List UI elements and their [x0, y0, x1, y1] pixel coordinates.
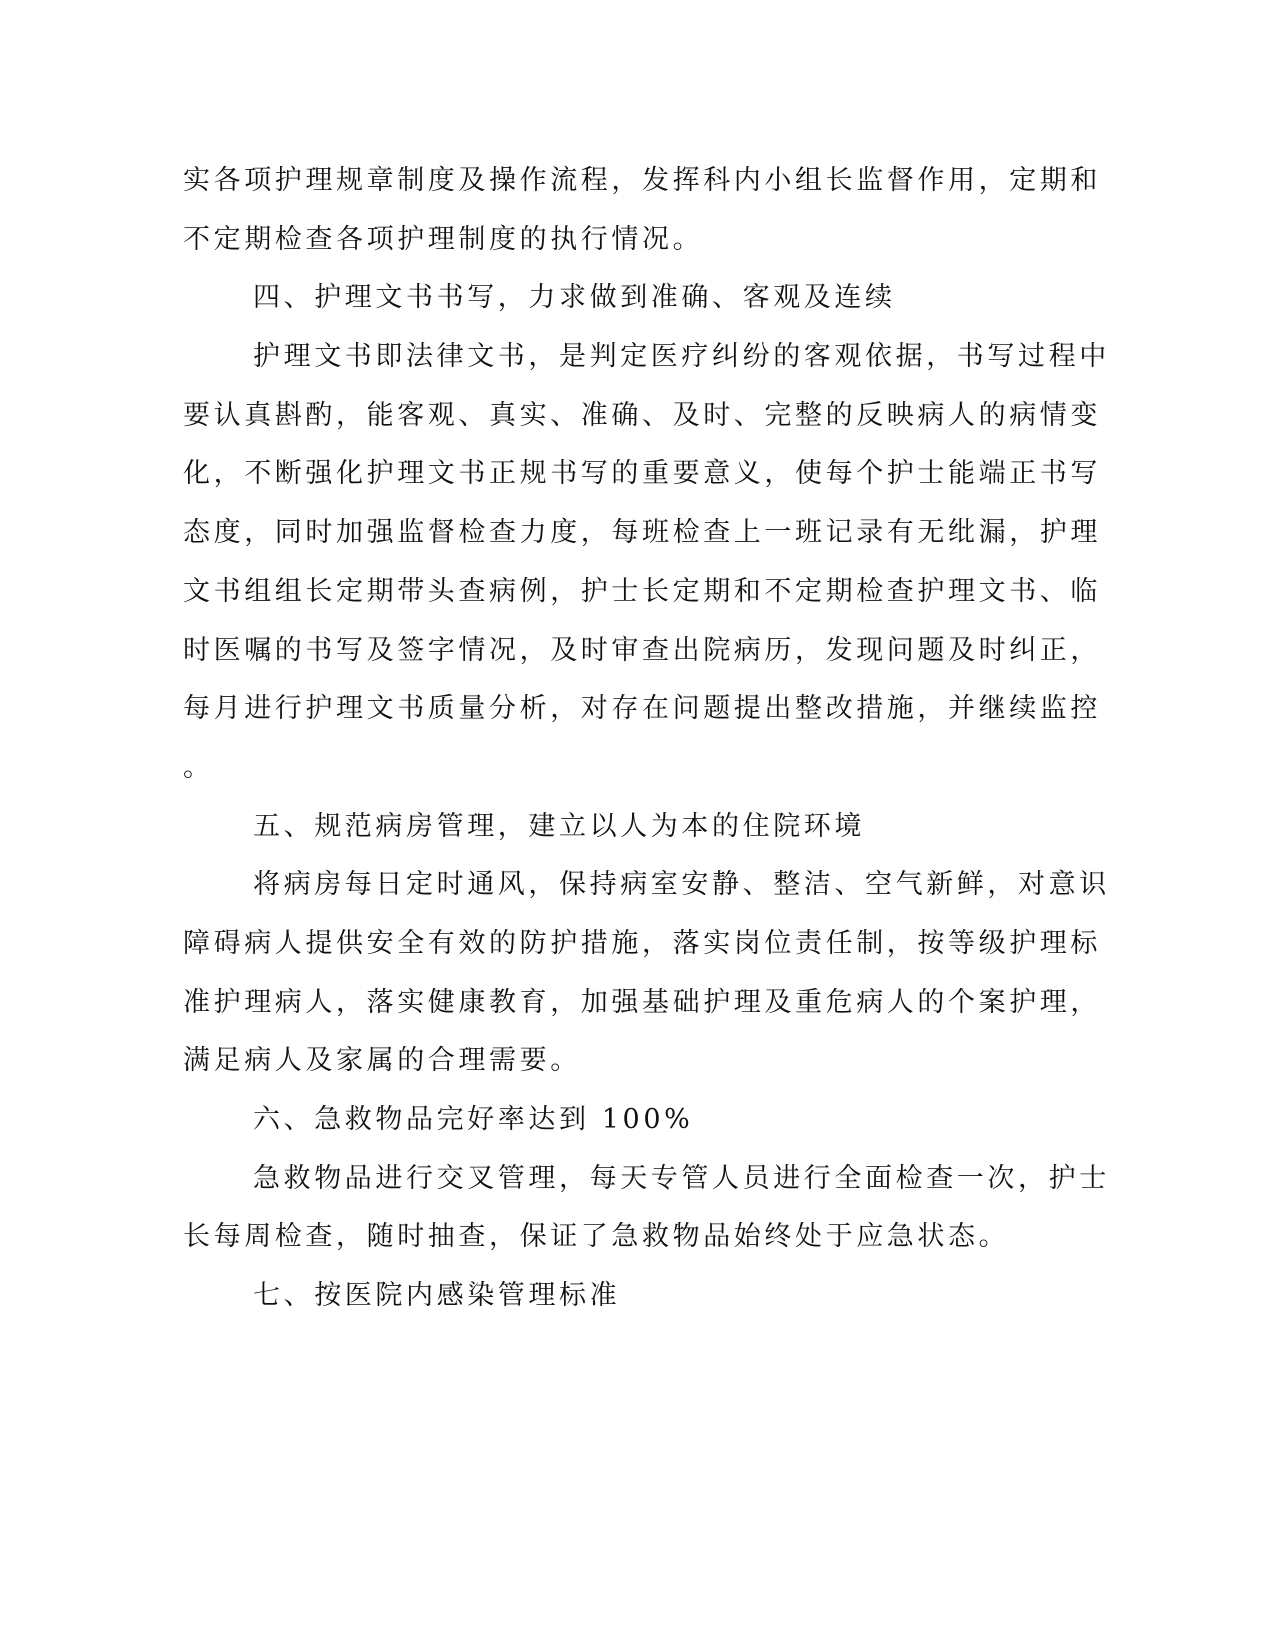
- paragraph-line-indented: 急救物品进行交叉管理，每天专管人员进行全面检查一次，护士: [253, 1162, 1110, 1194]
- document-body: [183, 152, 1110, 1326]
- paragraph-line: 。: [183, 751, 214, 783]
- paragraph-line: 障碍病人提供安全有效的防护措施，落实岗位责任制，按等级护理标: [183, 927, 1101, 959]
- paragraph-line: 长每周检查，随时抽查，保证了急救物品始终处于应急状态。: [183, 1221, 1010, 1253]
- paragraph-line: 态度，同时加强监督检查力度，每班检查上一班记录有无纰漏，护理: [183, 517, 1101, 549]
- paragraph-line: 文书组组长定期带头查病例，护士长定期和不定期检查护理文书、临: [183, 575, 1101, 607]
- paragraph-line: 每月进行护理文书质量分析，对存在问题提出整改措施，并继续监控: [183, 693, 1101, 725]
- paragraph-line-indented: 六、急救物品完好率达到 100%: [253, 1104, 694, 1135]
- paragraph-line: 要认真斟酌，能客观、真实、准确、及时、完整的反映病人的病情变: [183, 399, 1101, 431]
- paragraph-line-indented: 四、护理文书书写，力求做到准确、客观及连续: [253, 282, 896, 314]
- paragraph-line: 不定期检查各项护理制度的执行情况。: [183, 223, 704, 255]
- paragraph-line-indented: 护理文书即法律文书，是判定医疗纠纷的客观依据，书写过程中: [253, 341, 1110, 373]
- paragraph-line: 准护理病人，落实健康教育，加强基础护理及重危病人的个案护理，: [183, 986, 1101, 1018]
- paragraph-line-indented: 七、按医院内感染管理标准: [253, 1280, 621, 1312]
- paragraph-line-indented: 将病房每日定时通风，保持病室安静、整洁、空气新鲜，对意识: [253, 869, 1110, 901]
- paragraph-line: 时医嘱的书写及签字情况，及时审查出院病历，发现问题及时纠正，: [183, 634, 1101, 666]
- paragraph-line: 化，不断强化护理文书正规书写的重要意义，使每个护士能端正书写: [183, 458, 1101, 490]
- paragraph-line: 满足病人及家属的合理需要。: [183, 1045, 581, 1077]
- paragraph-line-indented: 五、规范病房管理，建立以人为本的住院环境: [253, 810, 865, 842]
- paragraph-line: 实各项护理规章制度及操作流程，发挥科内小组长监督作用，定期和: [183, 165, 1101, 196]
